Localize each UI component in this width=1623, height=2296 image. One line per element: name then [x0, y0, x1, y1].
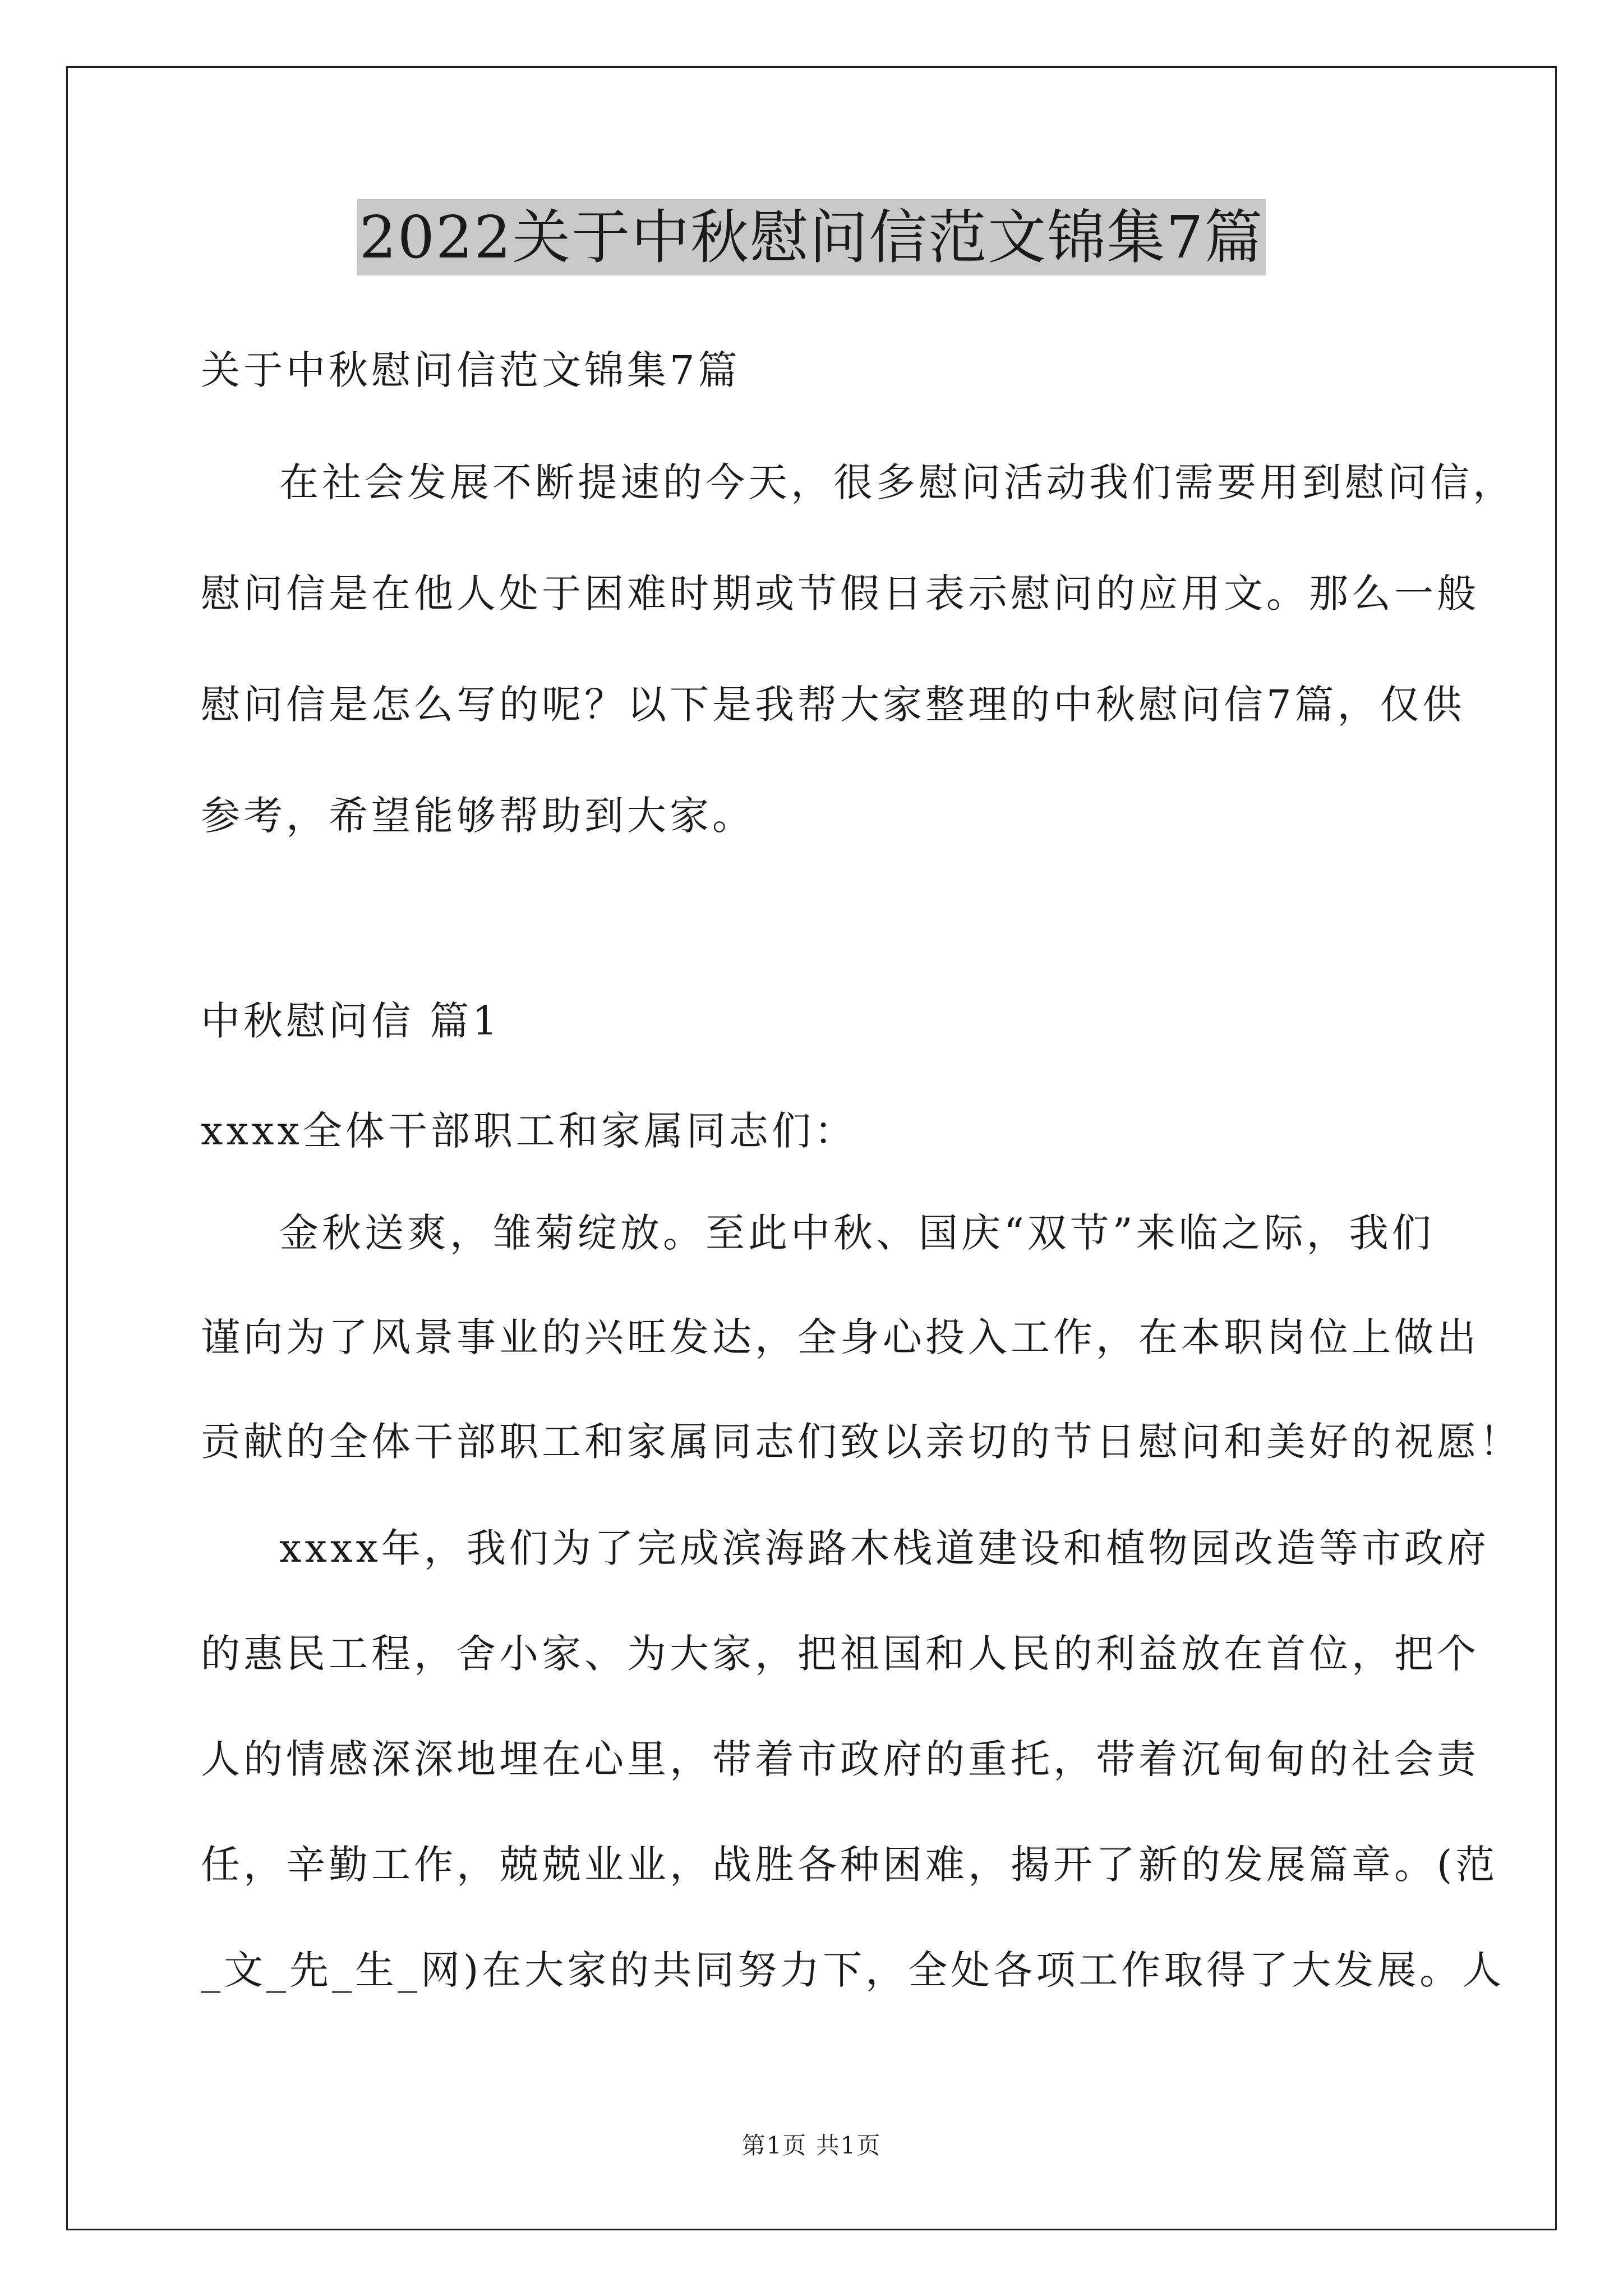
para1-line-3: 贡献的全体干部职工和家属同志们致以亲切的节日慰问和美好的祝愿！ [201, 1419, 1522, 1465]
para2-line-1: xxxx年，我们为了完成滨海路木栈道建设和植物园改造等市政府 [279, 1525, 1490, 1571]
intro-line-4: 参考，希望能够帮助到大家。 [201, 793, 755, 839]
document-subtitle: 关于中秋慰问信范文锦集7篇 [201, 347, 741, 393]
intro-line-1: 在社会发展不断提速的今天，很多慰问活动我们需要用到慰问信， [279, 459, 1515, 505]
intro-line-2: 慰问信是在他人处于困难时期或节假日表示慰问的应用文。那么一般 [201, 570, 1479, 616]
para2-line-5: _文_先_生_网)在大家的共同努力下，全处各项工作取得了大发展。人 [201, 1947, 1505, 1993]
intro-line-3: 慰问信是怎么写的呢？以下是我帮大家整理的中秋慰问信7篇，仅供 [201, 682, 1465, 728]
para1-line-2: 谨向为了风景事业的兴旺发达，全身心投入工作，在本职岗位上做出 [201, 1314, 1479, 1360]
para1-line-1: 金秋送爽，雏菊绽放。至此中秋、国庆“双节”来临之际，我们 [279, 1210, 1435, 1256]
para2-line-3: 人的情感深深地埋在心里，带着市政府的重托，带着沉甸甸的社会责 [201, 1736, 1479, 1782]
salutation: xxxx全体干部职工和家属同志们： [201, 1108, 857, 1154]
para2-line-2: 的惠民工程，舍小家、为大家，把祖国和人民的利益放在首位，把个 [201, 1631, 1479, 1677]
para2-line-4: 任，辛勤工作，兢兢业业，战胜各种困难，揭开了新的发展篇章。(范 [201, 1842, 1498, 1888]
page-footer: 第1页 共1页 [741, 2132, 882, 2159]
document-title [0, 199, 1623, 275]
section-heading: 中秋慰问信 篇1 [201, 998, 501, 1044]
document-title-text: 2022关于中秋慰问信范文锦集7篇 [357, 199, 1266, 275]
